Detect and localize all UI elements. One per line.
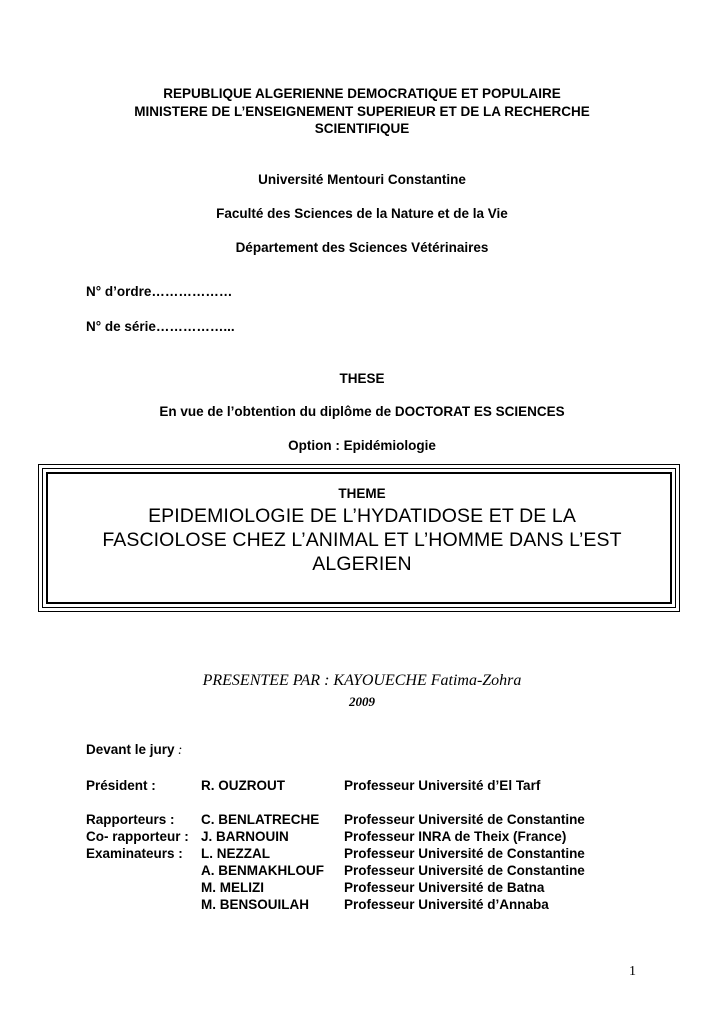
serial-number: N° de série……………... — [86, 319, 235, 334]
jury-name: C. BENLATRECHE — [201, 812, 320, 827]
university-name: Université Mentouri Constantine — [258, 172, 466, 187]
jury-title: Professeur Université de Constantine — [344, 846, 585, 861]
jury-title: Professeur INRA de Theix (France) — [344, 829, 567, 844]
order-number: N° d’ordre……………… — [86, 284, 233, 299]
jury-name: L. NEZZAL — [201, 846, 270, 861]
theme-title-line3: ALGERIEN — [312, 553, 412, 575]
page-number: 1 — [629, 964, 636, 979]
jury-title: Professeur Université de Constantine — [344, 863, 585, 878]
jury-role: Rapporteurs : — [86, 812, 175, 827]
year: 2009 — [349, 694, 375, 709]
thesis-label: THESE — [339, 371, 385, 386]
thesis-option: Option : Epidémiologie — [288, 438, 436, 453]
jury-name: J. BARNOUIN — [201, 829, 289, 844]
jury-heading — [86, 741, 182, 758]
jury-role: Co- rapporteur : — [86, 829, 189, 844]
header-republic: REPUBLIQUE ALGERIENNE DEMOCRATIQUE ET POPULAIRE — [163, 86, 561, 101]
theme-label: THEME — [338, 486, 386, 501]
theme-title — [60, 504, 664, 576]
jury-name: M. MELIZI — [201, 880, 264, 895]
jury-name: M. BENSOUILAH — [201, 897, 309, 912]
header-ministry: MINISTERE DE L’ENSEIGNEMENT SUPERIEUR ET DE LA RECHERCHE — [134, 104, 590, 119]
jury-role: Président : — [86, 778, 156, 793]
thesis-purpose: En vue de l’obtention du diplôme de DOCTORAT ES SCIENCES — [159, 404, 565, 419]
jury-title: Professeur Université de Batna — [344, 880, 545, 895]
jury-role: Examinateurs : — [86, 846, 183, 861]
theme-title-line1: EPIDEMIOLOGIE DE L’HYDATIDOSE ET DE LA — [148, 505, 576, 527]
jury-name: R. OUZROUT — [201, 778, 285, 793]
jury-title: Professeur Université de Constantine — [344, 812, 585, 827]
theme-title-line2: FASCIOLOSE CHEZ L’ANIMAL ET L’HOMME DANS L’EST — [102, 529, 622, 551]
department-name: Département des Sciences Vétérinaires — [235, 240, 489, 255]
jury-heading-text: Devant le jury — [86, 742, 175, 757]
jury-title: Professeur Université d’El Tarf — [344, 778, 541, 793]
jury-heading-colon: : — [174, 742, 183, 757]
jury-name: A. BENMAKHLOUF — [201, 863, 324, 878]
header-ministry-cont: SCIENTIFIQUE — [314, 121, 410, 136]
jury-title: Professeur Université d’Annaba — [344, 897, 549, 912]
faculty-name: Faculté des Sciences de la Nature et de la Vie — [216, 206, 508, 221]
presented-by: PRESENTEE PAR : KAYOUECHE Fatima-Zohra — [202, 672, 522, 689]
